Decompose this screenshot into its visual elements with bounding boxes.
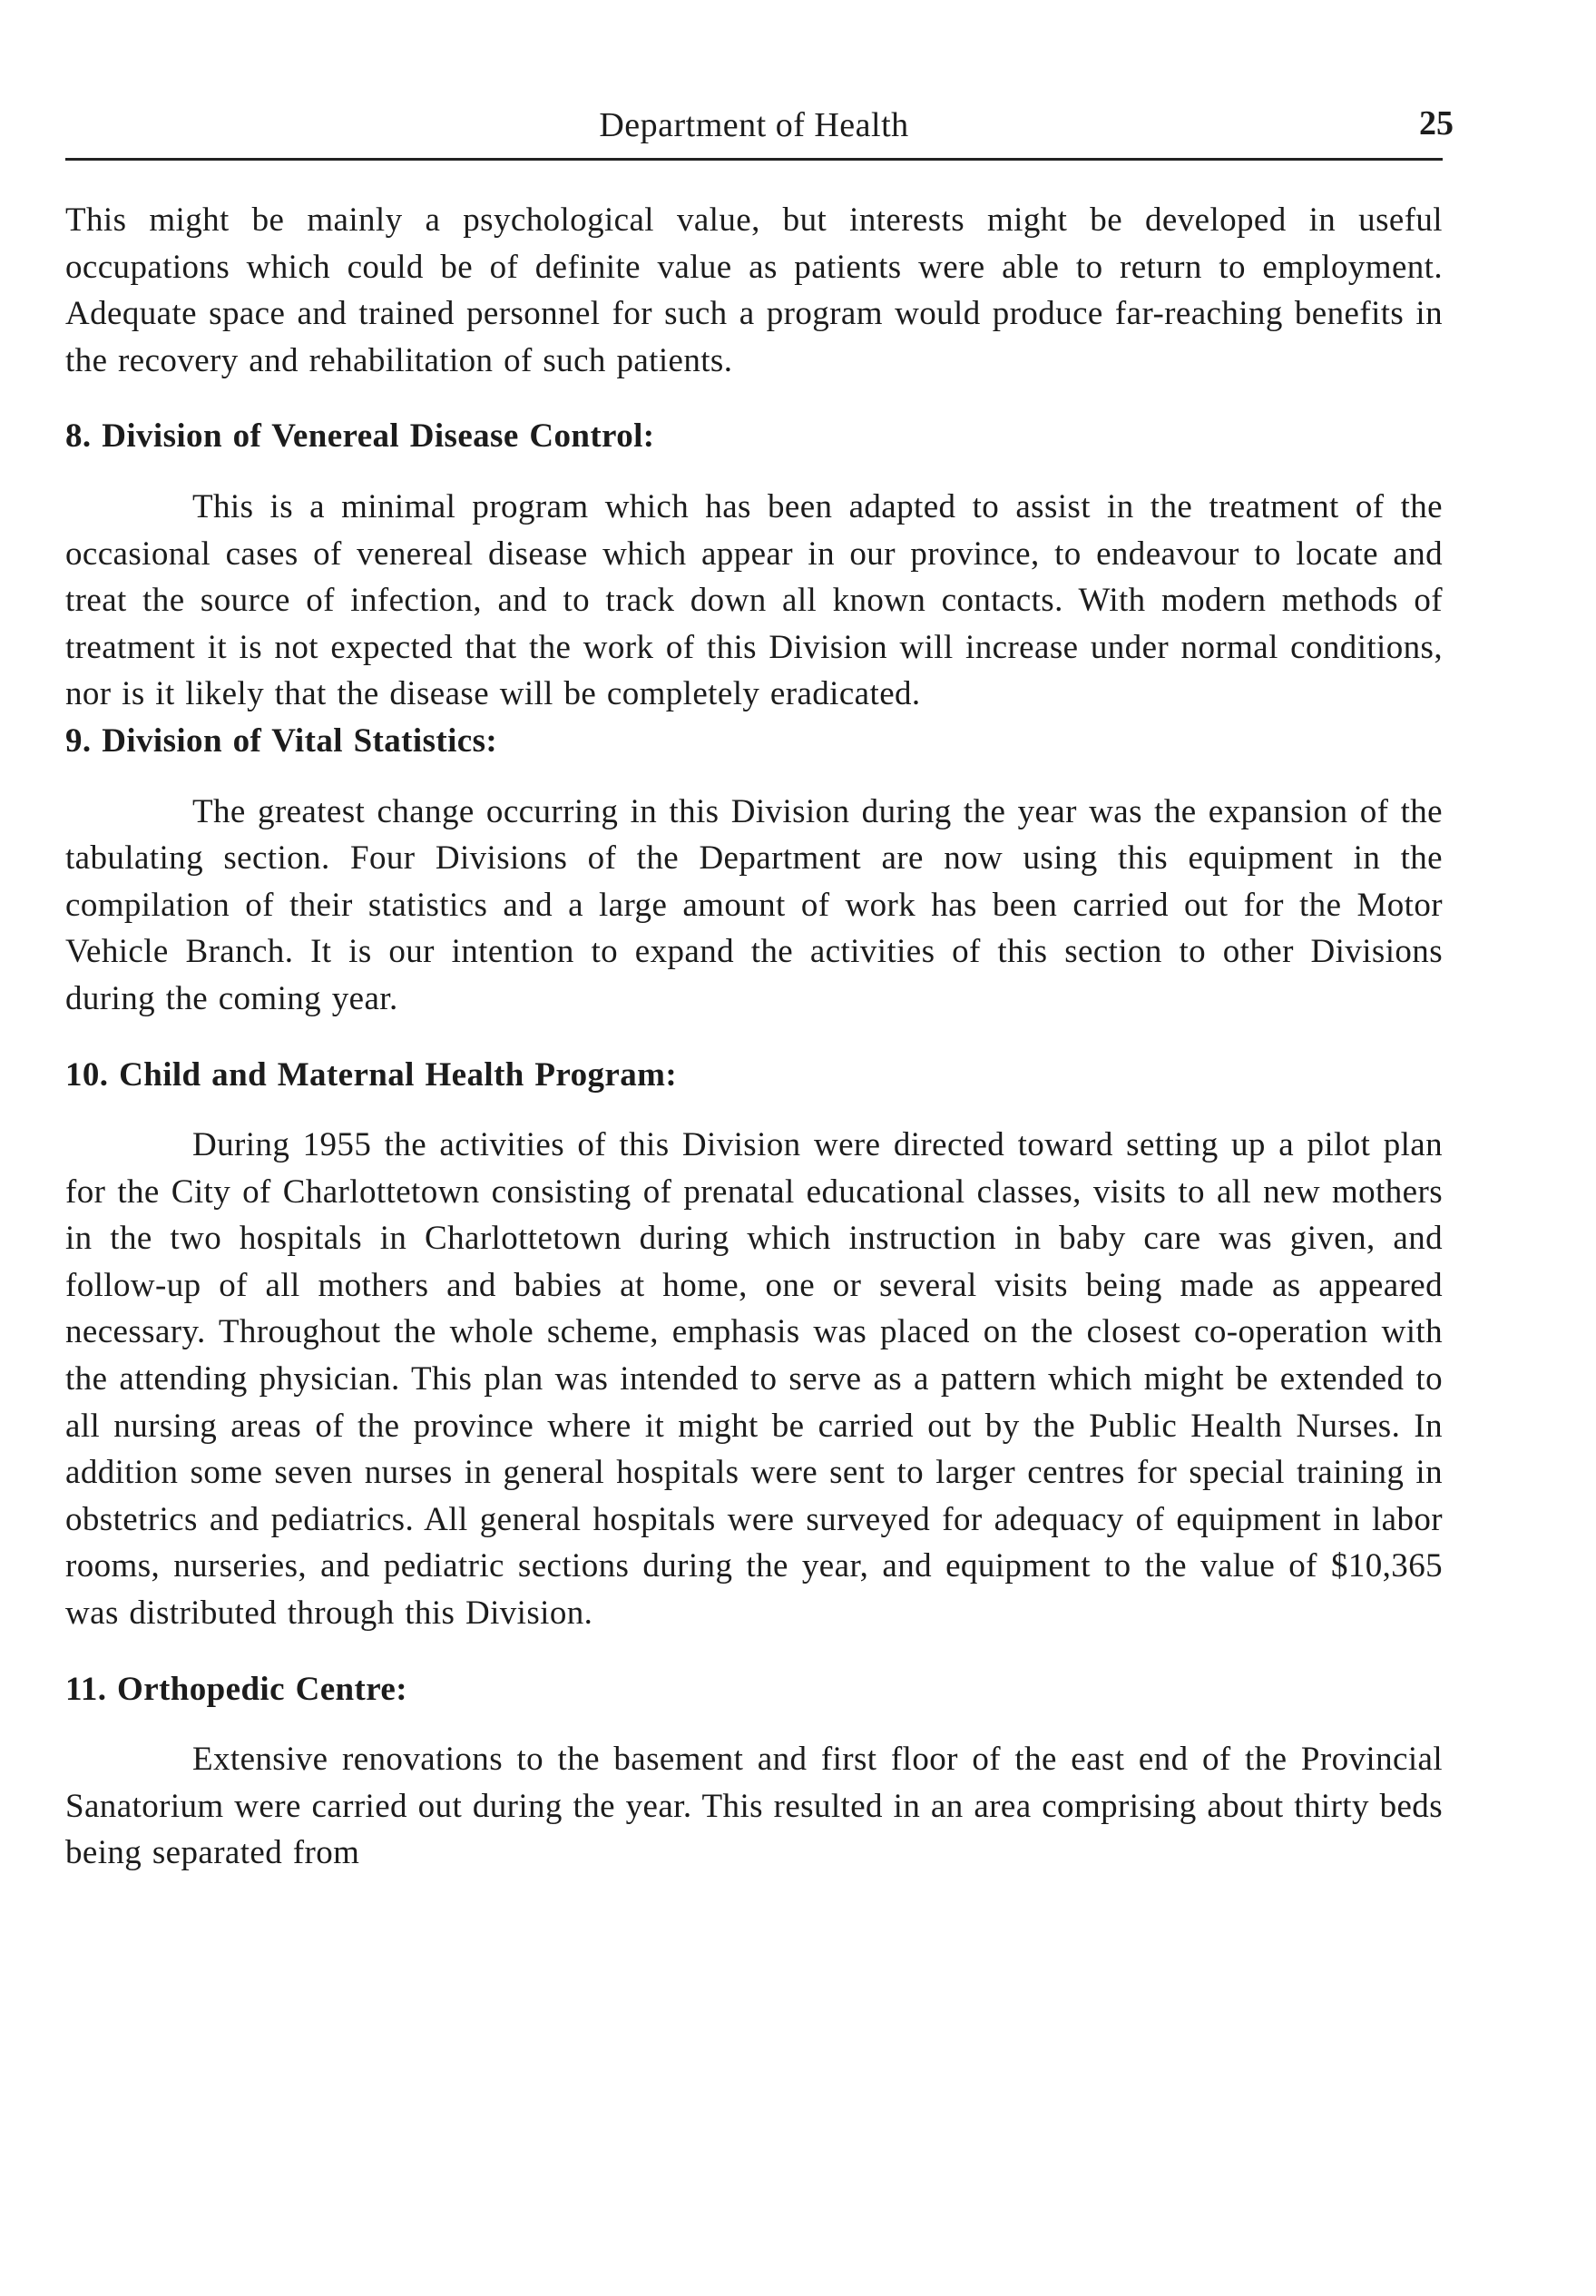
section-heading-11: 11. Orthopedic Centre: — [65, 1670, 407, 1708]
section-body-11: Extensive renovations to the basement and first floor of the east end of the Provincial Sanatorium were carried out during the year. This resulted in an area comprising about thirty beds being separated from — [65, 1741, 1443, 1872]
section-body-8: This is a minimal program which has been adapted to assist in the treatment of the occasional cases of venereal disease which appear in our province, to endeavour to locate and treat the source of infection, and to track down all known contacts. With modern methods of treatment it is not expected that the work of this Division will increase under normal conditions, nor is it likely that the disease will be completely eradicated. — [65, 487, 1443, 713]
intro-paragraph: This might be mainly a psychological value, but interests might be developed in useful occupations which could be of definite value as patients were able to return to employment. Adequate space and trained personnel for such a program would produce far-reaching benefits in the recovery and rehabilitation of such patients. — [65, 201, 1443, 379]
section-heading-10: 10. Child and Maternal Health Program: — [65, 1055, 678, 1094]
body-text — [65, 197, 1443, 1877]
section-body-10: During 1955 the activities of this Division were directed toward setting up a pilot plan for the City of Charlottetown consisting of prenatal educational classes, visits to all new mothers in the two hospitals in Charlottetown during which instruction in baby care was given, and follow-up of all mothers and babies at home, one or several visits being made as appeared necessary. Throughout the whole scheme, emphasis was placed on the closest co-operation with the attending physician. This plan was intended to serve as a pattern which might be extended to all nursing areas of the province where it might be carried out by the Public Health Nurses. In addition some seven nurses in general hospitals were sent to larger centres for special training in obstetrics and pediatrics. All general hospitals were surveyed for adequacy of equipment in labor rooms, nurseries, and pediatric sections during the year, and equipment to the value of $10,365 was distributed through this Division. — [65, 1126, 1443, 1633]
document-page — [65, 100, 1454, 1877]
header-title: Department of Health — [599, 106, 909, 144]
section-heading-8: 8. Division of Venereal Disease Control: — [65, 417, 655, 456]
page-number: 25 — [1419, 104, 1454, 142]
section-heading-9: 9. Division of Vital Statistics: — [65, 721, 498, 760]
section-body-9: The greatest change occurring in this Division during the year was the expansion of the tabulating section. Four Divisions of the Department are now using this equipment in the compilation of their statistics and a large amount of work has been carried out for the Motor Vehicle Branch. It is our intention to expand the activities of this section to other Divisions during the coming year. — [65, 792, 1443, 1017]
running-header — [65, 100, 1454, 161]
